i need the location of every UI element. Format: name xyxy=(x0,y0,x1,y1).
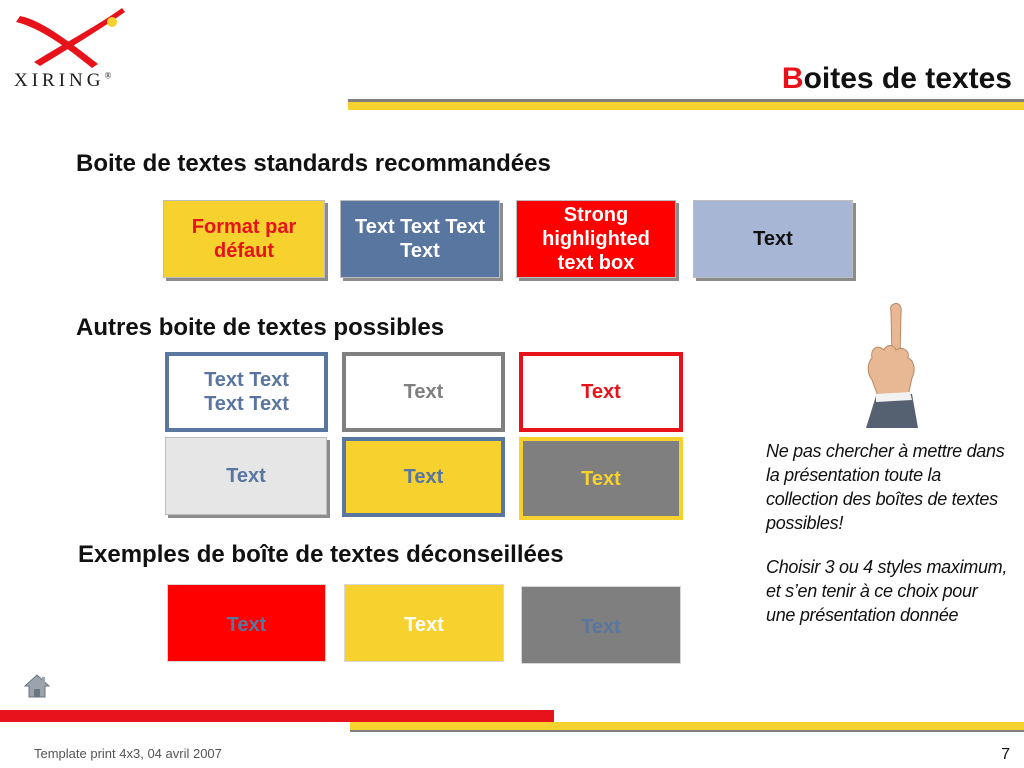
logo-registered: ® xyxy=(104,70,112,81)
section-title-standard: Boite de textes standards recommandées xyxy=(76,150,551,177)
standard-box-default: Format par défaut xyxy=(163,200,325,278)
logo-text: XIRING xyxy=(14,70,105,91)
page-number: 7 xyxy=(1001,746,1010,763)
footer-rule-yellow-left xyxy=(350,722,554,730)
footer-rule-gray xyxy=(350,730,1024,732)
standard-box-blue: Text Text Text Text xyxy=(340,200,500,278)
home-icon[interactable] xyxy=(24,673,50,699)
discouraged-box-gray: Text xyxy=(521,586,681,664)
footer-rule-red xyxy=(0,710,554,722)
other-box-red-outline: Text xyxy=(519,352,683,432)
header-rule-yellow xyxy=(348,102,1024,110)
title-first-letter: B xyxy=(781,62,804,95)
section-title-discouraged: Exemples de boîte de textes déconseillées xyxy=(78,541,564,568)
other-box-blue-outline: Text Text Text Text xyxy=(165,352,328,432)
standard-box-strong: Strong highlighted text box xyxy=(516,200,676,278)
other-box-gray-yellow: Text xyxy=(519,437,683,520)
discouraged-box-yellow: Text xyxy=(344,584,504,662)
title-rest: oites de textes xyxy=(803,62,1012,95)
page-title xyxy=(782,62,1012,96)
pointing-hand-icon xyxy=(858,300,922,428)
footer-rule-yellow xyxy=(554,722,1024,730)
logo-wordmark xyxy=(14,70,111,92)
other-box-light-gray: Text xyxy=(165,437,327,515)
advice-note-paragraph-2: Choisir 3 ou 4 styles maximum, et s’en tenir à ce choix pour une présentation donnée xyxy=(766,556,1008,625)
discouraged-box-red: Text xyxy=(167,584,326,662)
other-box-yellow-blue: Text xyxy=(342,437,505,517)
footer-template-label: Template print 4x3, 04 avril 2007 xyxy=(34,746,222,761)
advice-note-paragraph-1: Ne pas chercher à mettre dans la présentation toute la collection des boîtes de textes possibles! xyxy=(766,441,1005,533)
advice-note xyxy=(766,440,1011,648)
xiring-logo-icon xyxy=(10,6,130,70)
standard-box-light-blue: Text xyxy=(693,200,853,278)
other-box-gray-outline: Text xyxy=(342,352,505,432)
section-title-other: Autres boite de textes possibles xyxy=(76,314,445,341)
